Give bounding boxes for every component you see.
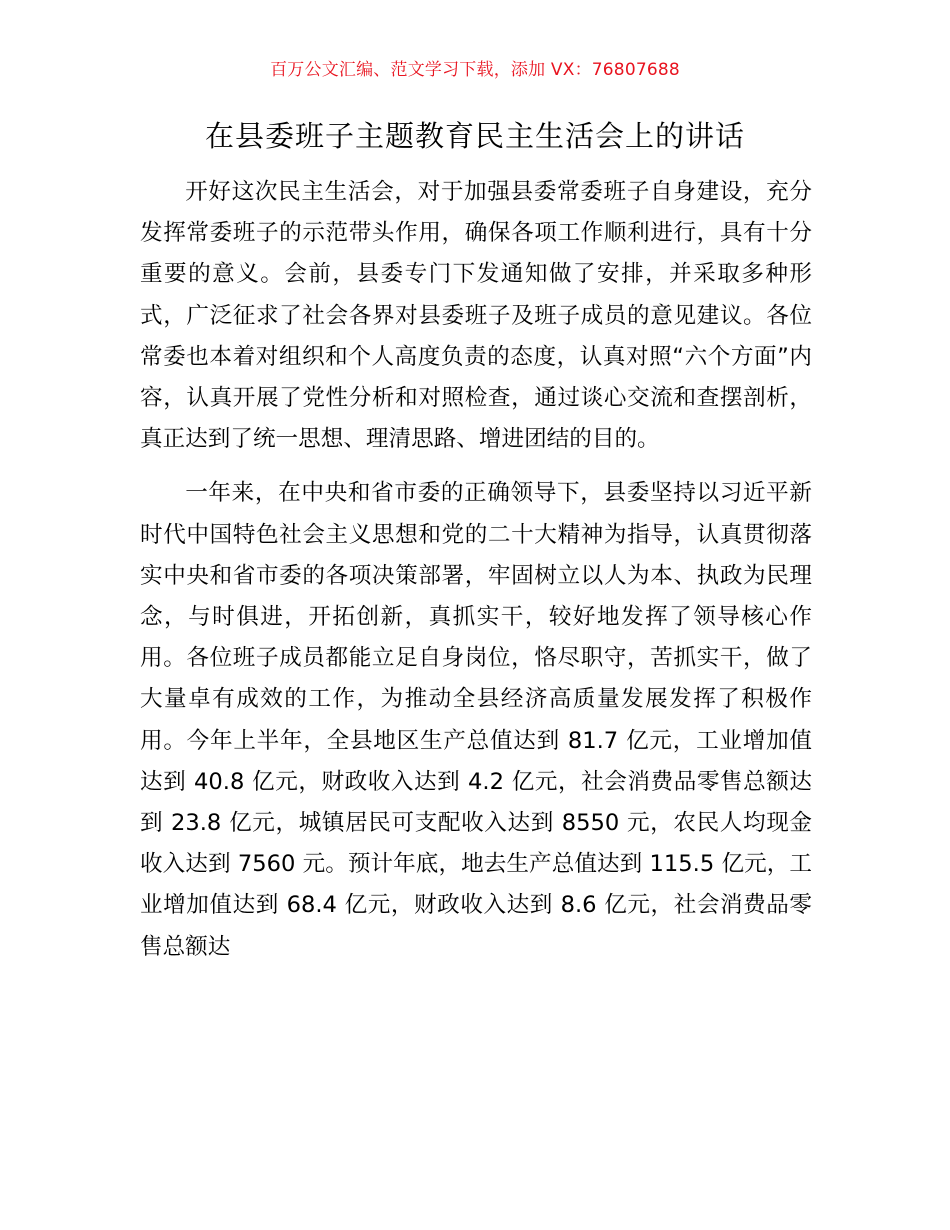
header-watermark-note: 百万公文汇编、范文学习下载，添加 VX：76807688 <box>270 60 680 80</box>
document-body <box>140 172 812 968</box>
body-paragraph-2: 一年来，在中央和省市委的正确领导下，县委坚持以习近平新时代中国特色社会主义思想和党的二十大精神为指导，认真贯彻落实中央和省市委的各项决策部署，牢固树立以人为本、执政为民理念，与时俱进，开拓创新，真抓实干，较好地发挥了领导核心作用。各位班子成员都能立足自身岗位，恪尽职守，苦抓实干，做了大量卓有成效的工作，为推动全县经济高质量发展发挥了积极作用。今年上半年，全县地区生产总值达到 81.7 亿元，工业增加值达到 40.8 亿元，财政收入达到 4.2 亿元，社会消费品零售总额达到 23.8 亿元，城镇居民可支配收入达到 8550 元，农民人均现金收入达到 7560 元。预计年底，地去生产总值达到 115.5 亿元，工业增加值达到 68.4 亿元，财政收入达到 8.6 亿元，社会消费品零售总额达 <box>140 480 812 960</box>
body-paragraph-1: 开好这次民主生活会，对于加强县委常委班子自身建设，充分发挥常委班子的示范带头作用，确保各项工作顺利进行，具有十分重要的意义。会前，县委专门下发通知做了安排，并采取多种形式，广泛征求了社会各界对县委班子及班子成员的意见建议。各位常委也本着对组织和个人高度负责的态度，认真对照“六个方面”内容，认真开展了党性分析和对照检查，通过谈心交流和查摆剖析，真正达到了统一思想、理清思路、增进团结的目的。 <box>140 179 812 453</box>
document-title: 在县委班子主题教育民主生活会上的讲话 <box>204 119 745 153</box>
